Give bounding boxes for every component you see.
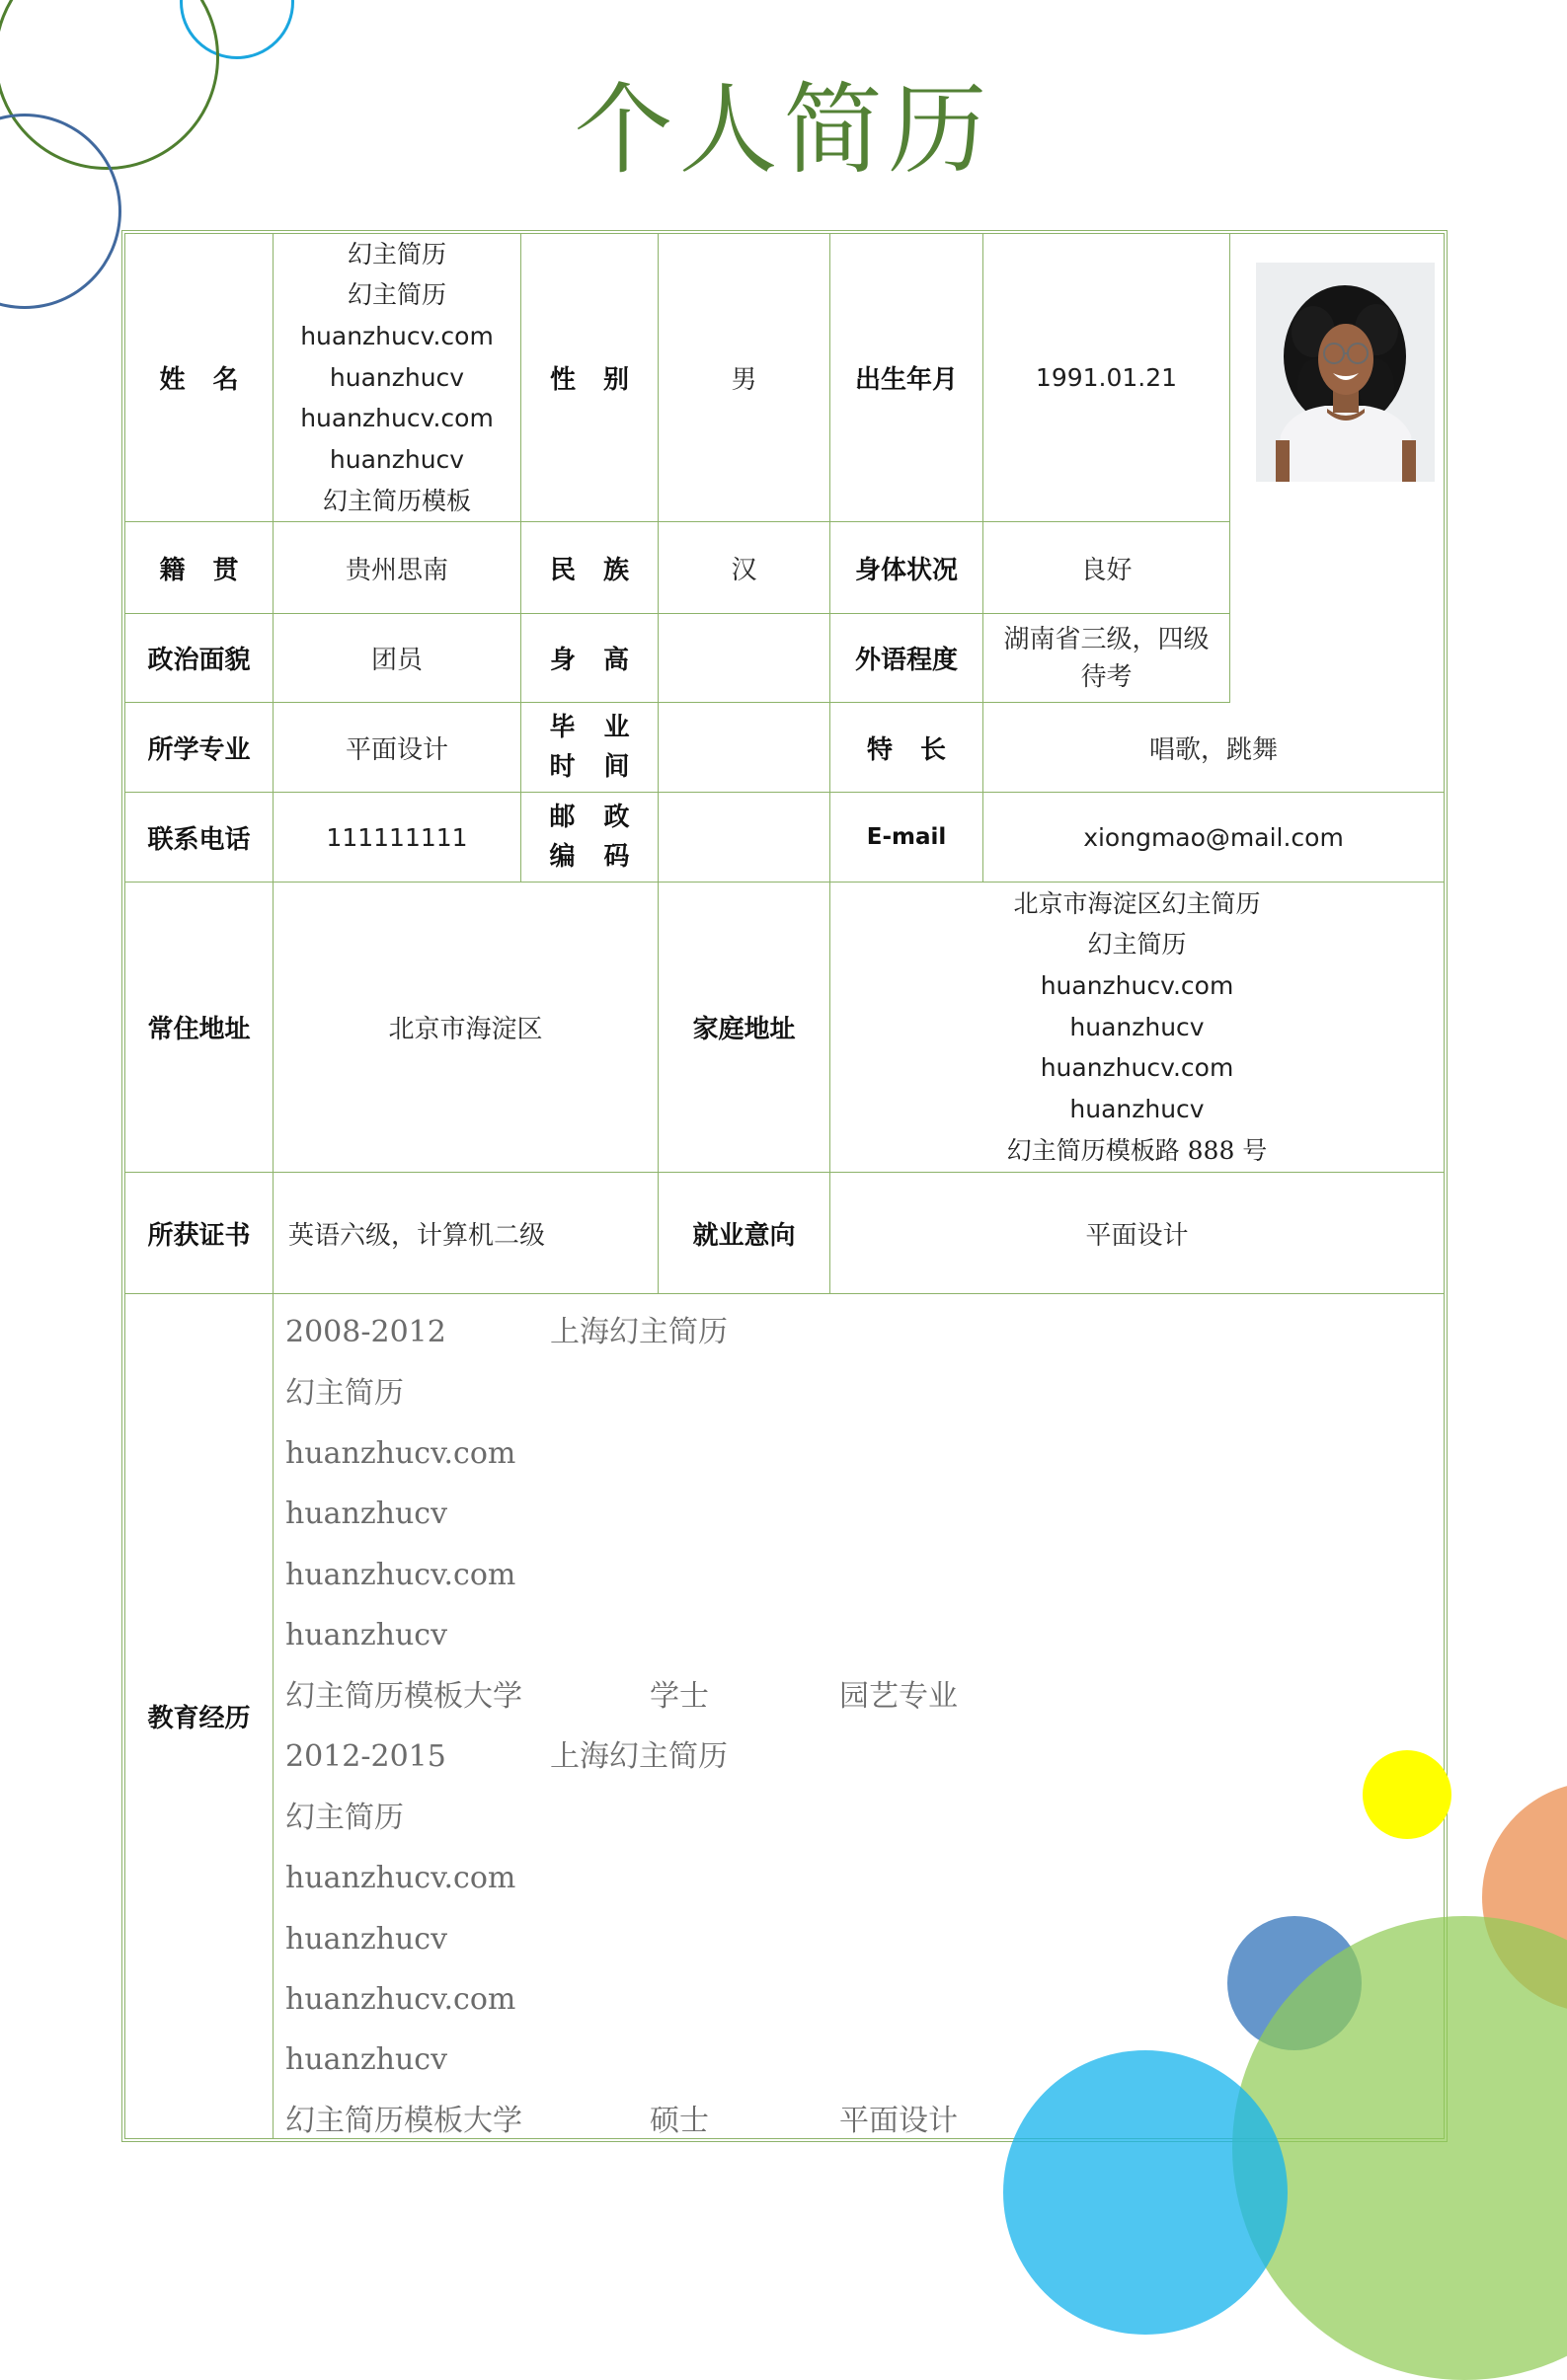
name-line: 幻主简历	[347, 280, 446, 310]
health-label-text: 身体状况	[854, 555, 958, 585]
specialty-label	[830, 703, 983, 793]
decor-circle-yellow	[1363, 1750, 1451, 1839]
intent-label-text: 就业意向	[692, 1220, 796, 1251]
residence-label	[125, 883, 274, 1173]
certs-label-text: 所获证书	[147, 1220, 251, 1251]
education-label	[125, 1294, 274, 2138]
ethnicity-value-text: 汉	[731, 555, 757, 585]
edu-line: huanzhucv	[285, 1922, 448, 1957]
postcode-value	[659, 793, 830, 883]
certs-value-text: 英语六级，计算机二级	[288, 1220, 546, 1251]
decor-circle-light-blue	[1003, 2050, 1288, 2335]
name-label-text: 姓名	[159, 365, 267, 395]
resume-table	[121, 230, 1448, 2142]
birth-value	[983, 234, 1230, 522]
gender-value-text: 男	[731, 365, 757, 395]
name-value	[274, 234, 521, 522]
intent-label	[659, 1173, 830, 1294]
gender-label	[521, 234, 659, 522]
major-label	[125, 703, 274, 793]
name-line: huanzhucv.com	[300, 321, 494, 350]
gender-value	[659, 234, 830, 522]
email-label	[830, 793, 983, 883]
phone-value-text: 111111111	[326, 822, 468, 852]
health-label	[830, 522, 983, 614]
home-address-line: 幻主简历	[1087, 930, 1187, 960]
home-address-label-text: 家庭地址	[692, 1015, 796, 1044]
language-label	[830, 614, 983, 703]
home-address-line: huanzhucv.com	[1040, 1053, 1234, 1083]
intent-value	[830, 1173, 1444, 1294]
gender-label-text: 性别	[549, 365, 657, 395]
phone-label	[125, 793, 274, 883]
home-address-line: huanzhucv	[1069, 1095, 1205, 1124]
phone-value	[274, 793, 521, 883]
ethnicity-label-text: 民族	[549, 555, 657, 585]
grad-time-label	[521, 703, 659, 793]
height-value	[659, 614, 830, 703]
name-line: huanzhucv	[329, 362, 465, 392]
major-value	[274, 703, 521, 793]
edu-university: 幻主简历模板大学	[285, 1679, 522, 1714]
residence-value	[274, 883, 659, 1173]
edu-line: 幻主简历	[285, 1376, 404, 1411]
major-value-text: 平面设计	[345, 734, 448, 765]
edu-degree: 硕士	[650, 2104, 709, 2138]
edu-period: 2012-2015	[285, 1739, 446, 1774]
language-label-text: 外语程度	[854, 646, 958, 675]
residence-value-text: 北京市海淀区	[388, 1015, 543, 1044]
education-label-text: 教育经历	[147, 1704, 251, 1733]
phone-label-text: 联系电话	[147, 824, 251, 855]
height-label-text: 身高	[549, 646, 657, 675]
name-line: 幻主简历模板	[322, 486, 471, 515]
page-title: 个人简历	[574, 72, 993, 188]
home-address-value	[830, 883, 1444, 1173]
edu-school-short: 上海幻主简历	[550, 1315, 728, 1349]
edu-major: 平面设计	[839, 2104, 958, 2138]
postcode-label-line: 邮 政	[549, 803, 640, 832]
grad-label-line: 毕 业	[549, 713, 640, 742]
name-line: huanzhucv.com	[300, 404, 494, 433]
home-address-label	[659, 883, 830, 1173]
home-address-line: huanzhucv	[1069, 1012, 1205, 1041]
name-line: 幻主简历	[347, 239, 446, 269]
hometown-label	[125, 522, 274, 614]
edu-line: huanzhucv	[285, 2042, 448, 2077]
political-label	[125, 614, 274, 703]
intent-value-text: 平面设计	[1085, 1220, 1189, 1251]
certs-value	[274, 1173, 659, 1294]
language-line: 湖南省三级，四级	[1003, 624, 1210, 654]
major-label-text: 所学专业	[147, 734, 251, 765]
edu-line: huanzhucv.com	[285, 1558, 516, 1592]
grad-time-value	[659, 703, 830, 793]
edu-line: huanzhucv.com	[285, 1436, 516, 1471]
email-value-text[interactable]: xiongmao@mail.com	[1083, 822, 1344, 852]
health-value-text: 良好	[1080, 555, 1133, 585]
email-value	[983, 793, 1444, 883]
profile-photo	[1256, 263, 1435, 482]
hometown-label-text: 籍贯	[159, 555, 267, 585]
edu-line: huanzhucv	[285, 1618, 448, 1652]
edu-line: huanzhucv.com	[285, 1861, 516, 1895]
specialty-label-text: 特长	[866, 734, 974, 765]
political-label-text: 政治面貌	[147, 646, 251, 675]
grad-label-line: 时 间	[549, 752, 640, 782]
postcode-label	[521, 793, 659, 883]
residence-label-text: 常住地址	[147, 1015, 251, 1044]
health-value	[983, 522, 1230, 614]
ethnicity-value	[659, 522, 830, 614]
postcode-label-line: 编 码	[549, 842, 640, 872]
political-value	[274, 614, 521, 703]
specialty-value-text: 唱歌，跳舞	[1148, 734, 1278, 765]
name-label	[125, 234, 274, 522]
edu-major: 园艺专业	[839, 1679, 958, 1714]
birth-label	[830, 234, 983, 522]
edu-degree: 学士	[650, 1679, 709, 1714]
edu-line: huanzhucv.com	[285, 1982, 516, 2017]
home-address-line: huanzhucv.com	[1040, 970, 1234, 1000]
hometown-value	[274, 522, 521, 614]
portrait-image	[1256, 263, 1435, 482]
specialty-value	[983, 703, 1444, 793]
certs-label	[125, 1173, 274, 1294]
edu-university: 幻主简历模板大学	[285, 2104, 522, 2138]
ethnicity-label	[521, 522, 659, 614]
home-address-line: 幻主简历模板路 888 号	[1006, 1135, 1268, 1165]
edu-school-short: 上海幻主简历	[550, 1739, 728, 1774]
political-value-text: 团员	[370, 646, 423, 675]
hometown-value-text: 贵州思南	[345, 555, 448, 585]
email-label-text: E-mail	[866, 824, 947, 850]
birth-value-text: 1991.01.21	[1035, 363, 1178, 392]
edu-line: 幻主简历	[285, 1801, 404, 1835]
home-address-line: 北京市海淀区幻主简历	[1013, 888, 1261, 918]
birth-label-text: 出生年月	[854, 365, 958, 395]
edu-period: 2008-2012	[285, 1315, 446, 1349]
height-label	[521, 614, 659, 703]
language-value	[983, 614, 1230, 703]
edu-line: huanzhucv	[285, 1497, 448, 1531]
name-line: huanzhucv	[329, 445, 465, 475]
language-line: 待考	[1080, 661, 1133, 692]
